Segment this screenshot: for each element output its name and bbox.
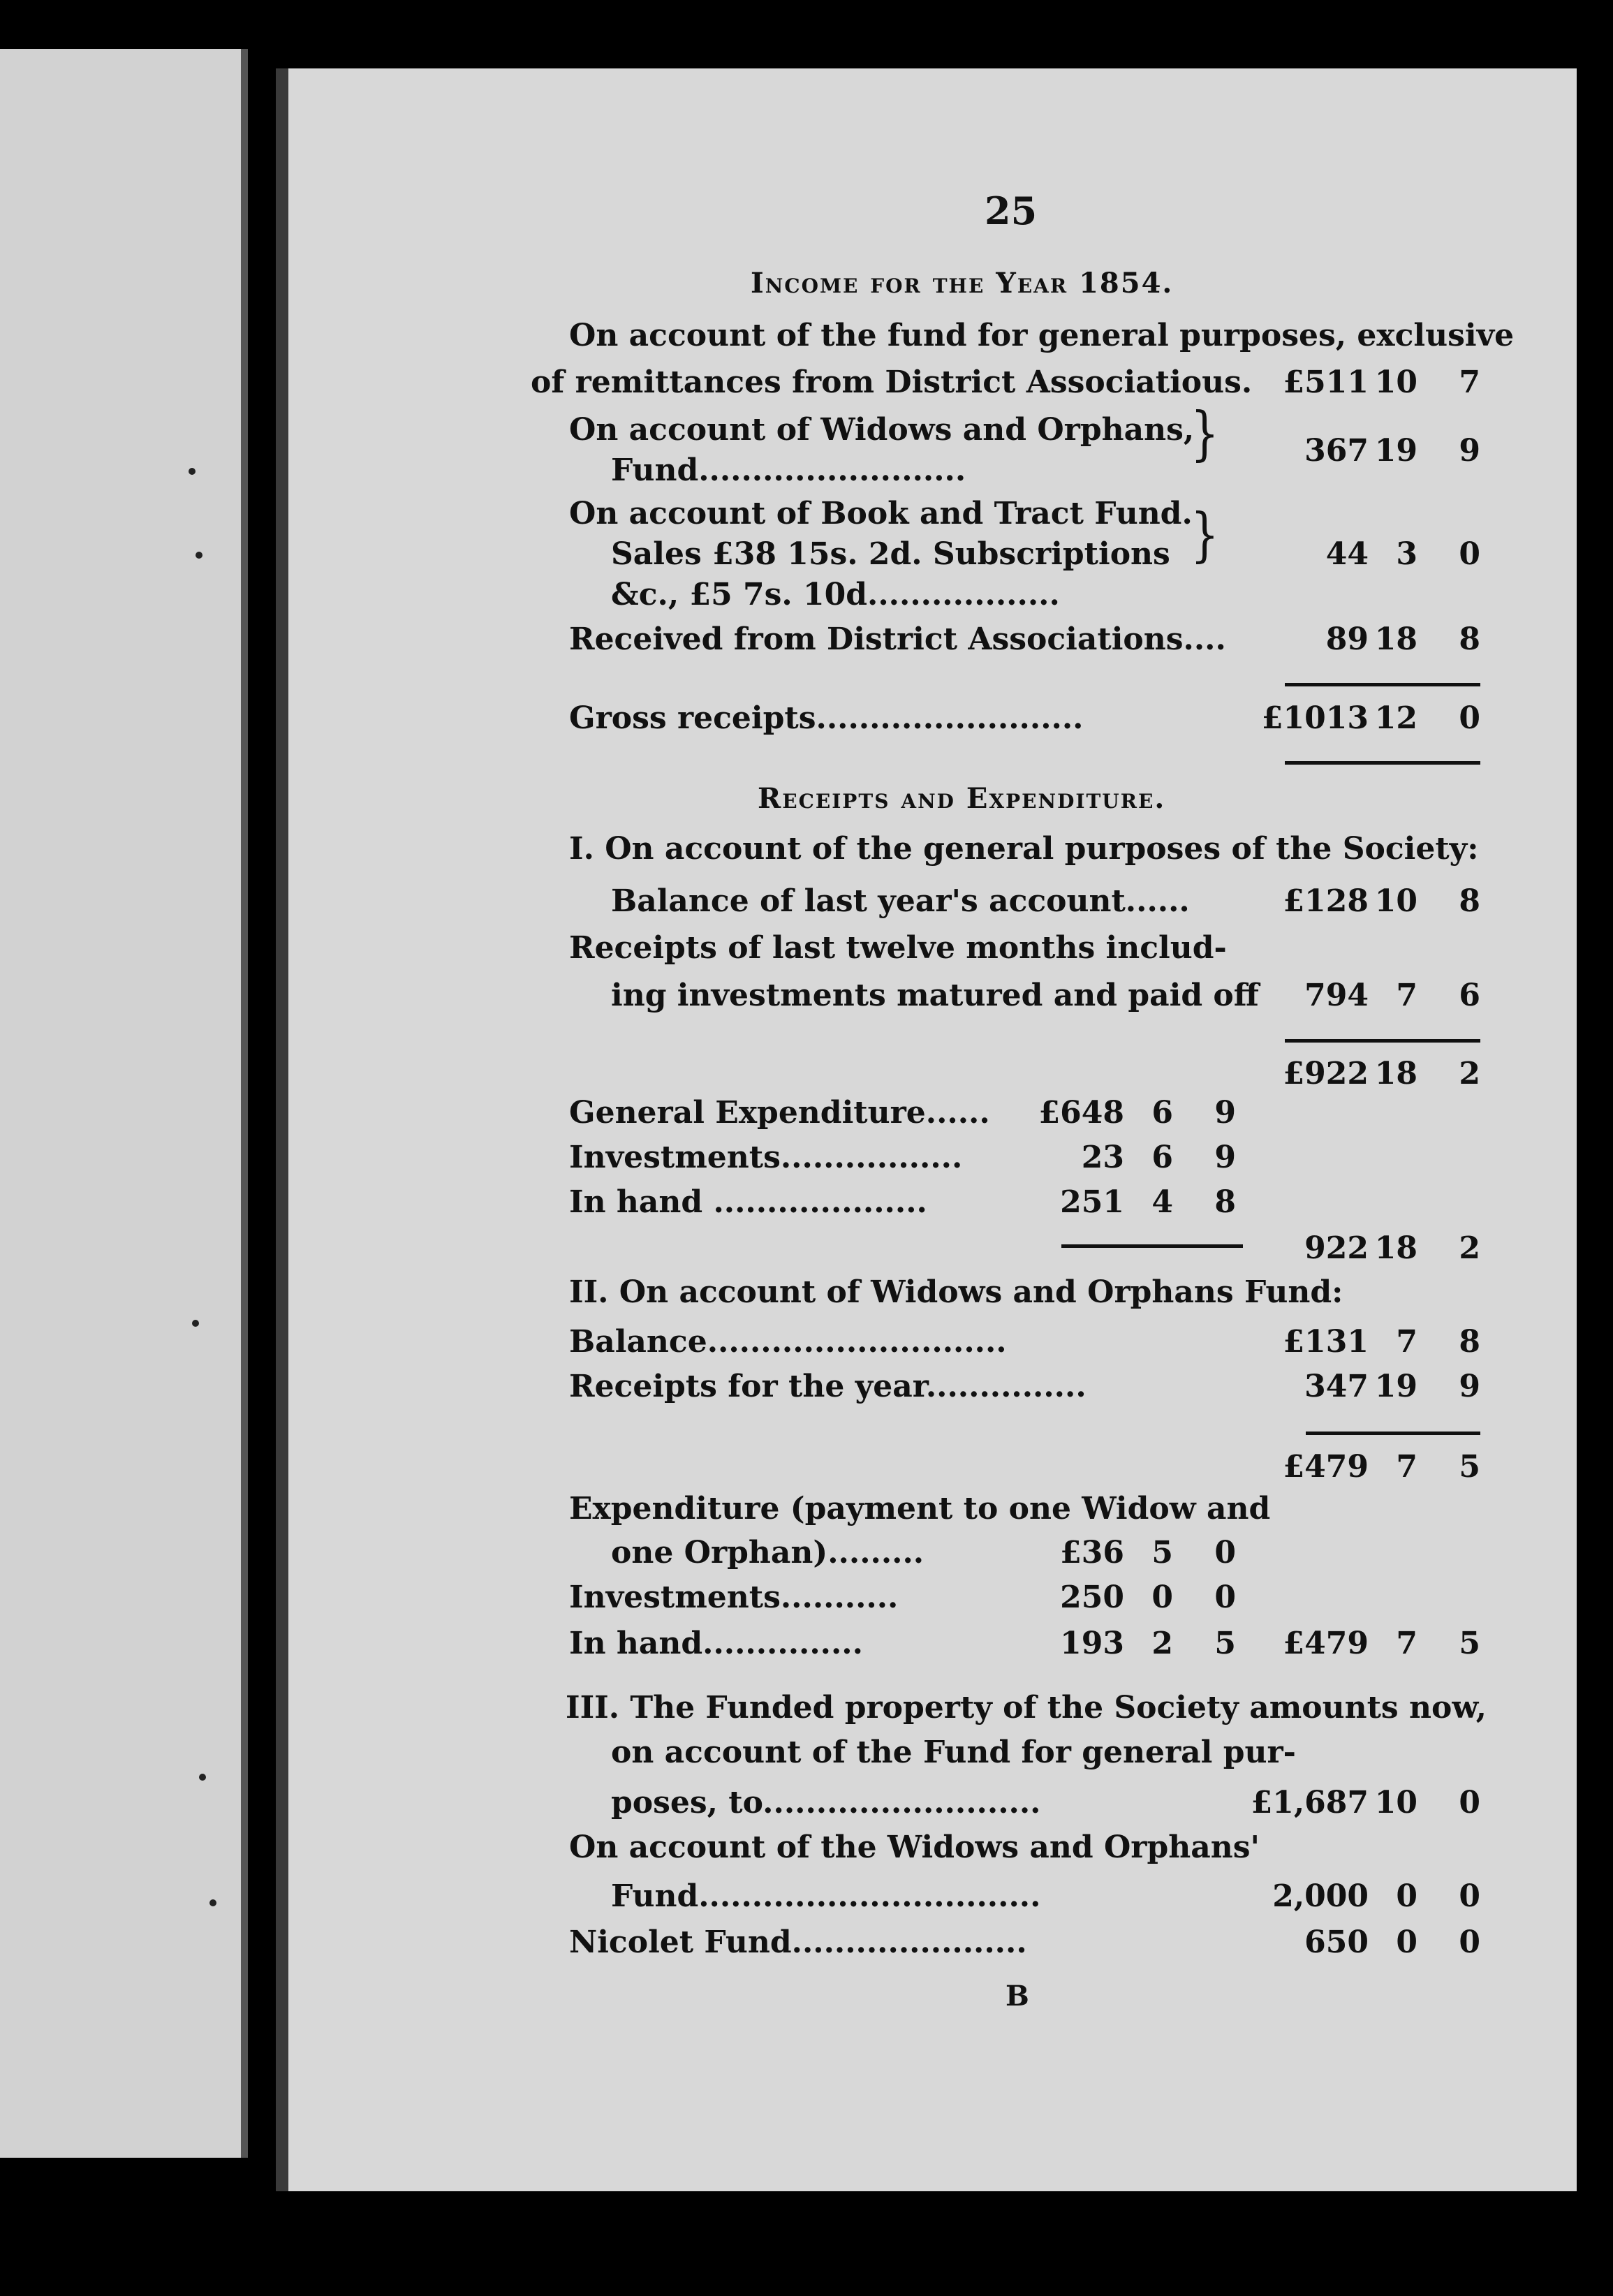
total-rule — [1285, 1039, 1480, 1043]
facing-page-mark — [192, 1320, 199, 1327]
sec2-exp-pounds: £36 — [1060, 1535, 1124, 1570]
brace-icon: } — [1191, 400, 1219, 469]
sec1-hand-shillings: 4 — [1151, 1184, 1173, 1220]
income-line4-pounds: 89 — [1325, 621, 1369, 657]
sec3-line-c: poses, to.......................... — [611, 1785, 1041, 1820]
income-line1-shillings: 10 — [1374, 365, 1417, 400]
sec1-total-pence: 2 — [1459, 1056, 1480, 1091]
sec1-total-pounds: £922 — [1283, 1056, 1369, 1091]
sec2-total-pounds: £479 — [1283, 1449, 1369, 1485]
sec1-balance-shillings: 10 — [1374, 883, 1417, 919]
sec2-balance: Balance............................ — [569, 1324, 1007, 1360]
sec1-invest: Investments................. — [569, 1140, 963, 1175]
gross-pence: 0 — [1459, 700, 1480, 736]
income-line3-pounds: 44 — [1325, 536, 1369, 572]
sec3-nicolet-pence: 0 — [1459, 1925, 1480, 1960]
income-heading: Income for the Year 1854. — [751, 267, 1174, 300]
sec2-exp-a: Expenditure (payment to one Widow and — [569, 1491, 1271, 1526]
sec3-nicolet-shillings: 0 — [1396, 1925, 1417, 1960]
sec2-exp-pence: 0 — [1214, 1535, 1236, 1570]
sec2-invest: Investments........... — [569, 1580, 899, 1615]
sec1-general-pounds: £648 — [1038, 1095, 1124, 1131]
sec2-receipts-pence: 9 — [1459, 1369, 1480, 1404]
sec3-wo-a: On account of the Widows and Orphans' — [569, 1830, 1260, 1865]
total-rule — [1306, 1432, 1480, 1435]
sec2-title: II. On account of Widows and Orphans Fund: — [569, 1274, 1343, 1310]
facing-page-mark — [196, 552, 202, 559]
income-line4-shillings: 18 — [1374, 621, 1417, 657]
sec2-exp-shillings: 5 — [1151, 1535, 1173, 1570]
sec3-pounds: £1,687 — [1251, 1785, 1369, 1820]
sec1-general-pence: 9 — [1214, 1095, 1236, 1131]
gross-receipts: Gross receipts......................... — [569, 700, 1084, 736]
sec3-shillings: 10 — [1374, 1785, 1417, 1820]
income-line1-pounds: £511 — [1283, 365, 1369, 400]
sec1-invest-pence: 9 — [1214, 1140, 1236, 1175]
sec2-invest-shillings: 0 — [1151, 1580, 1173, 1615]
sec3-line-b: on account of the Fund for general pur- — [611, 1735, 1296, 1770]
sec1-general: General Expenditure...... — [569, 1095, 990, 1131]
facing-page-mark — [199, 1774, 206, 1781]
sec1-total2-pence: 2 — [1459, 1230, 1480, 1266]
sec2-hand-pence: 5 — [1214, 1626, 1236, 1661]
income-line2-pounds: 367 — [1304, 433, 1369, 469]
facing-page-mark — [189, 468, 196, 475]
gross-pounds: £1013 — [1261, 700, 1369, 736]
sec1-invest-pounds: 23 — [1081, 1140, 1124, 1175]
sec3-wo-pence: 0 — [1459, 1878, 1480, 1914]
total-rule — [1285, 761, 1480, 765]
sec2-hand-pounds: 193 — [1060, 1626, 1124, 1661]
income-line3-a: On account of Book and Tract Fund. — [569, 496, 1193, 531]
sec1-hand-pounds: 251 — [1060, 1184, 1124, 1220]
income-line3-c: &c., £5 7s. 10d.................. — [611, 577, 1060, 612]
sec3-nicolet: Nicolet Fund...................... — [569, 1925, 1027, 1960]
sec1-hand: In hand .................... — [569, 1184, 927, 1220]
sec1-receipts-b: ing investments matured and paid off — [611, 978, 1259, 1013]
sec3-title: III. The Funded property of the Society amounts now, — [566, 1690, 1487, 1725]
income-line1-b: of remittances from District Associatious. — [531, 365, 1253, 400]
sec1-total-shillings: 18 — [1374, 1056, 1417, 1091]
facing-page — [0, 49, 248, 2158]
sec1-balance-pence: 8 — [1459, 883, 1480, 919]
sec1-balance-pounds: £128 — [1283, 883, 1369, 919]
income-line3-shillings: 3 — [1396, 536, 1417, 572]
income-line1-a: On account of the fund for general purposes, exclusive — [569, 318, 1515, 353]
sec2-hand-shillings: 2 — [1151, 1626, 1173, 1661]
sec1-invest-shillings: 6 — [1151, 1140, 1173, 1175]
sec2-invest-pence: 0 — [1214, 1580, 1236, 1615]
sec2-balance-pence: 8 — [1459, 1324, 1480, 1360]
sec2-total2-pounds: £479 — [1283, 1626, 1369, 1661]
page-number: 25 — [985, 189, 1038, 233]
income-line2-b: Fund......................... — [611, 452, 966, 488]
sec2-total2-shillings: 7 — [1396, 1626, 1417, 1661]
sec2-receipts-pounds: 347 — [1304, 1369, 1369, 1404]
sec1-total2-shillings: 18 — [1374, 1230, 1417, 1266]
sec3-wo-pounds: 2,000 — [1272, 1878, 1369, 1914]
sec2-total-shillings: 7 — [1396, 1449, 1417, 1485]
total-rule — [1061, 1244, 1243, 1248]
income-line3-b: Sales £38 15s. 2d. Subscriptions — [611, 536, 1170, 572]
income-line3-pence: 0 — [1459, 536, 1480, 572]
sec2-invest-pounds: 250 — [1060, 1580, 1124, 1615]
income-line2-shillings: 19 — [1374, 433, 1417, 469]
sec1-receipts-pence: 6 — [1459, 978, 1480, 1013]
sec1-receipts-a: Receipts of last twelve months includ- — [569, 930, 1227, 966]
sec2-exp-b: one Orphan)......... — [611, 1535, 925, 1570]
sec2-hand: In hand............... — [569, 1626, 863, 1661]
income-line1-pence: 7 — [1459, 365, 1480, 400]
sec1-receipts-shillings: 7 — [1396, 978, 1417, 1013]
sec2-balance-shillings: 7 — [1396, 1324, 1417, 1360]
sec1-hand-pence: 8 — [1214, 1184, 1236, 1220]
income-line4-pence: 8 — [1459, 621, 1480, 657]
sec3-wo-shillings: 0 — [1396, 1878, 1417, 1914]
sec2-total2-pence: 5 — [1459, 1626, 1480, 1661]
brace-icon: } — [1191, 501, 1219, 570]
sec1-receipts-pounds: 794 — [1304, 978, 1369, 1013]
income-line2-a: On account of Widows and Orphans, — [569, 412, 1195, 448]
sec2-total-pence: 5 — [1459, 1449, 1480, 1485]
sec1-total2-pounds: 922 — [1304, 1230, 1369, 1266]
sec1-general-shillings: 6 — [1151, 1095, 1173, 1131]
signature-mark: B — [1006, 1980, 1029, 2012]
income-line2-pence: 9 — [1459, 433, 1480, 469]
sec3-wo-b: Fund................................ — [611, 1878, 1041, 1914]
facing-page-mark — [209, 1899, 216, 1906]
sec3-nicolet-pounds: 650 — [1304, 1925, 1369, 1960]
sec2-receipts: Receipts for the year............... — [569, 1369, 1087, 1404]
receipts-heading: Receipts and Expenditure. — [758, 782, 1166, 815]
sec2-receipts-shillings: 19 — [1374, 1369, 1417, 1404]
sec2-balance-pounds: £131 — [1283, 1324, 1369, 1360]
income-line4: Received from District Associations.... — [569, 621, 1226, 657]
sec1-balance: Balance of last year's account...... — [611, 883, 1190, 919]
sec3-pence: 0 — [1459, 1785, 1480, 1820]
sec1-title: I. On account of the general purposes of the Society: — [569, 831, 1479, 867]
gross-shillings: 12 — [1374, 700, 1417, 736]
total-rule — [1285, 683, 1480, 686]
